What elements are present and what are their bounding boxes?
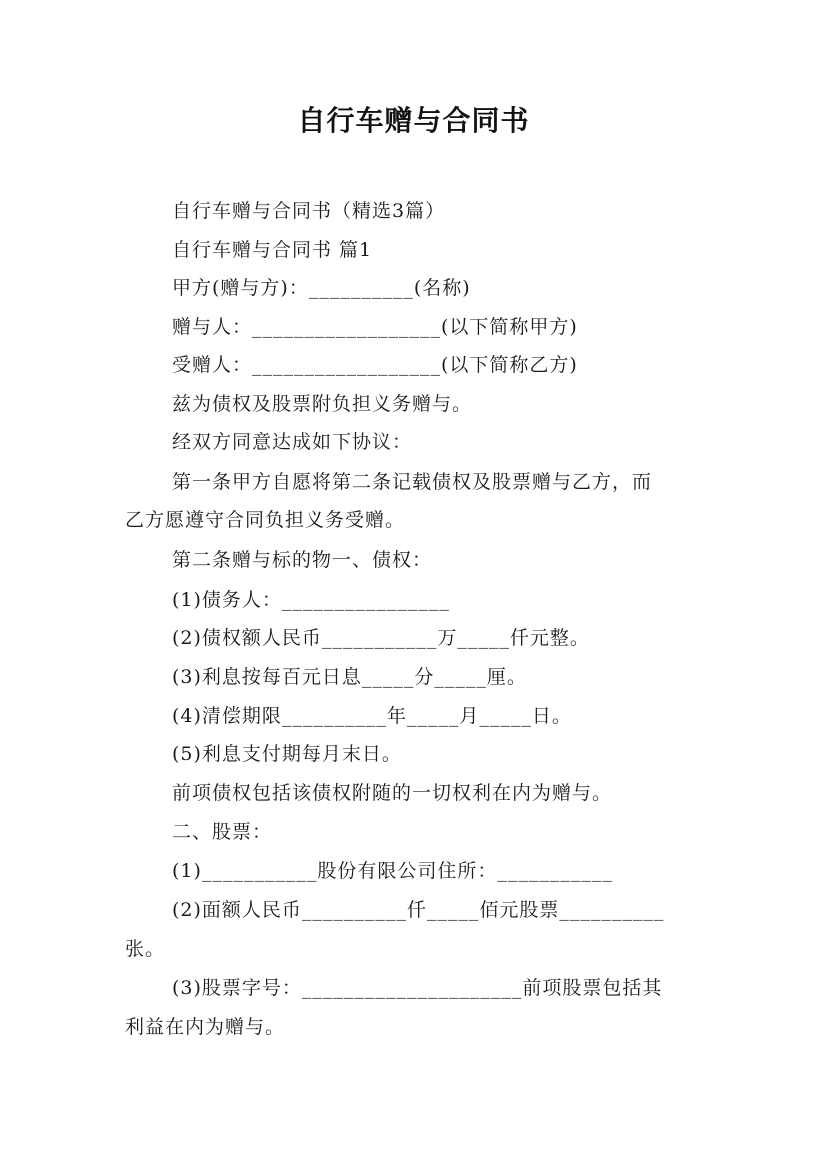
- paragraph-line: (3)利息按每百元日息_____分_____厘。: [172, 666, 527, 688]
- paragraph-line: 兹为债权及股票附负担义务赠与。: [172, 393, 473, 415]
- paragraph-line: (2)面额人民币__________仟_____佰元股票__________: [172, 899, 665, 921]
- paragraph-line: 自行车赠与合同书 篇1: [172, 239, 373, 261]
- paragraph-line: 利益在内为赠与。: [125, 1016, 286, 1038]
- paragraph-line: (1)债务人：________________: [172, 589, 450, 611]
- paragraph-line: 二、股票：: [172, 821, 273, 843]
- paragraph-line: 甲方(赠与方)：__________(名称): [172, 277, 471, 299]
- paragraph-line: 前项债权包括该债权附随的一切权利在内为赠与。: [172, 782, 613, 804]
- paragraph-line: 自行车赠与合同书（精选3篇）: [172, 200, 446, 222]
- paragraph-line: 张。: [125, 938, 166, 960]
- paragraph-line: (2)债权额人民币___________万_____仟元整。: [172, 627, 590, 649]
- paragraph-line: (3)股票字号：_____________________前项股票包括其: [172, 977, 663, 999]
- paragraph-line: 经双方同意达成如下协议：: [172, 431, 413, 453]
- document-title: 自行车赠与合同书: [297, 104, 530, 137]
- paragraph-line: 赠与人：__________________(以下简称甲方): [172, 316, 578, 338]
- paragraph-line: 第二条赠与标的物一、债权：: [172, 549, 433, 571]
- paragraph-line: (4)清偿期限__________年_____月_____日。: [172, 705, 572, 727]
- paragraph-line: 乙方愿遵守合同负担义务受赠。: [125, 509, 406, 531]
- paragraph-line: 受赠人：__________________(以下简称乙方): [172, 354, 578, 376]
- paragraph-line: 第一条甲方自愿将第二条记载债权及股票赠与乙方，而: [172, 471, 653, 493]
- paragraph-line: (5)利息支付期每月末日。: [172, 743, 402, 765]
- paragraph-line: (1)___________股份有限公司住所：___________: [172, 860, 613, 882]
